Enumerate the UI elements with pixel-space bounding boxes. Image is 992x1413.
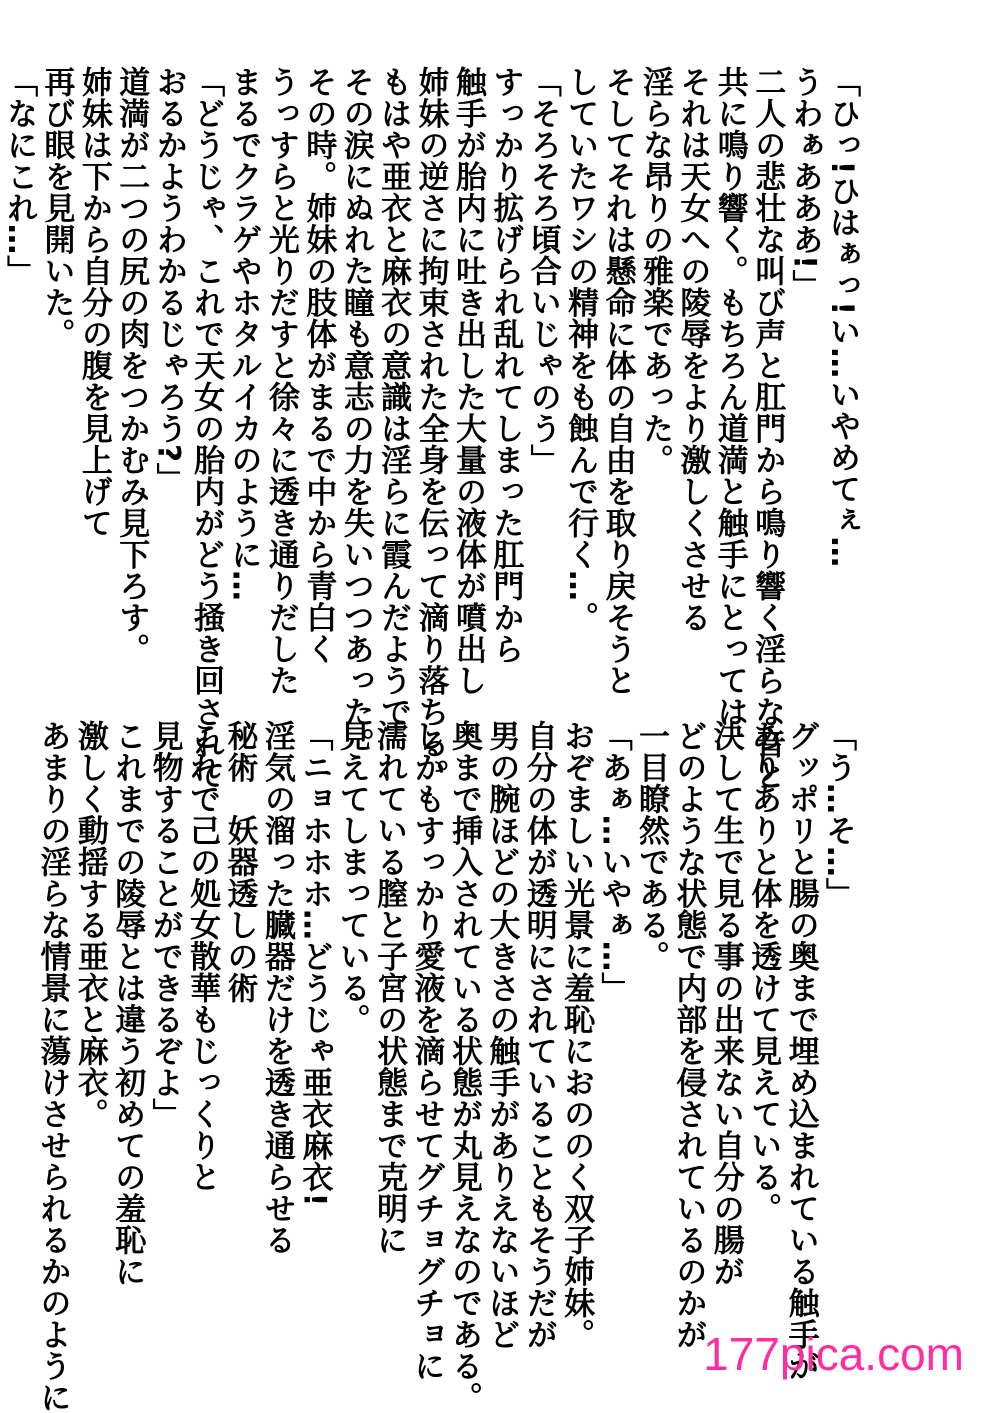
- text-line: 「う…そ…」: [820, 720, 856, 909]
- text-line: 濡れている膣と子宮の状態まで克明に: [371, 720, 408, 1256]
- text-line: グッポリと腸の奥まで埋め込まれている触手が: [782, 720, 819, 1382]
- text-line: 秘術 妖器透しの術: [221, 720, 258, 1004]
- text-line: それは天女への陵辱をより激しくさせる: [674, 66, 711, 633]
- text-line: これで己の処女散華もじっくりと: [184, 720, 221, 1193]
- text-line: 決して生で見る事の出来ない自分の腸が: [707, 720, 744, 1287]
- text-line: そしてそれは懸命に体の自由を取り戻そうと: [599, 66, 636, 696]
- text-line: ありありと体を透けて見えている。: [745, 720, 782, 1224]
- text-block-upper: [0, 66, 860, 791]
- text-line: これまでの陵辱とは違う初めての羞恥に: [109, 720, 146, 1287]
- text-line: 「ニョホホホ…どうじゃ亜衣麻衣!: [296, 720, 333, 1208]
- text-line: 激しく動揺する亜衣と麻衣。: [71, 720, 108, 1130]
- text-line: 見物することができるぞよ」: [146, 720, 183, 1130]
- text-line: 「あぁ…いやぁ…」: [595, 720, 632, 1004]
- text-line: 二人の悲壮な叫び声と肛門から鳴り響く淫らな音と: [749, 66, 786, 791]
- text-line: 共に鳴り響く。もちろん道満と触手にとっては: [711, 66, 748, 728]
- text-line: その時。姉妹の肢体がまるで中から青白く: [300, 66, 337, 665]
- text-line: 自分の体が透明にされていることもそうだが: [520, 720, 557, 1350]
- text-line: 姉妹は下から自分の腹を見上げて: [75, 66, 112, 539]
- text-line: 淫気の溜った臓器だけを透き通らせる: [258, 720, 295, 1256]
- text-line: うわぁあああ!」: [786, 66, 823, 302]
- text-line: どのような状態で内部を侵されているのかが: [670, 720, 707, 1350]
- text-line: 道満が二つの尻の肉をつかむみ見下ろす。: [113, 66, 150, 665]
- text-line: 淫らな昂りの雅楽であった。: [636, 66, 673, 476]
- text-line: おぞましい光景に羞恥におののく双子姉妹。: [558, 720, 595, 1350]
- text-line: 男の腕ほどの大きさの触手がありえないほど: [483, 720, 520, 1350]
- text-line: おるかようわかるじゃろう?」: [150, 66, 187, 494]
- text-line: 「ひっ!ひはぁっ!い…いやめてぇ…: [824, 66, 860, 568]
- text-line: あまりの淫らな情景に蕩けさせられるかのように: [34, 720, 71, 1413]
- text-line: 奥まで挿入されている状態が丸見えなのである。: [445, 720, 482, 1413]
- text-line: 姉妹の逆さに拘束された全身を伝って滴り落ちる。: [412, 66, 449, 791]
- text-line: 再び眼を見開いた。: [38, 66, 75, 350]
- text-line: 一目瞭然である。: [632, 720, 669, 972]
- text-line: うっすらと光りだすと徐々に透き通りだした: [262, 66, 299, 696]
- text-line: その涙にぬれた瞳も意志の力を失いつつあった。: [337, 66, 374, 759]
- text-line: していたワシの精神をも蝕んで行く…。: [562, 66, 599, 633]
- text-line: 見えてしまっている。: [333, 720, 370, 1035]
- watermark-text: 177pica.com: [703, 1328, 964, 1380]
- text-line: 「どうじゃ、これで天女の胎内がどう掻き回されて: [188, 66, 225, 791]
- text-line: すっかり拡げられ乱れてしまった肛門から: [487, 66, 524, 665]
- text-line: もはや亜衣と麻衣の意識は淫らに霞んだようで: [375, 66, 412, 728]
- text-line: まるでクラゲやホタルイカのように…: [225, 66, 262, 602]
- text-line: しかもすっかり愛液を滴らせてグチョグチョに: [408, 720, 445, 1382]
- text-line: 触手が胎内に吐き出した大量の液体が噴出し: [449, 66, 486, 696]
- text-line: 「なにこれ…」: [1, 66, 38, 287]
- text-line: 「そろそろ頃合いじゃのう」: [524, 66, 561, 476]
